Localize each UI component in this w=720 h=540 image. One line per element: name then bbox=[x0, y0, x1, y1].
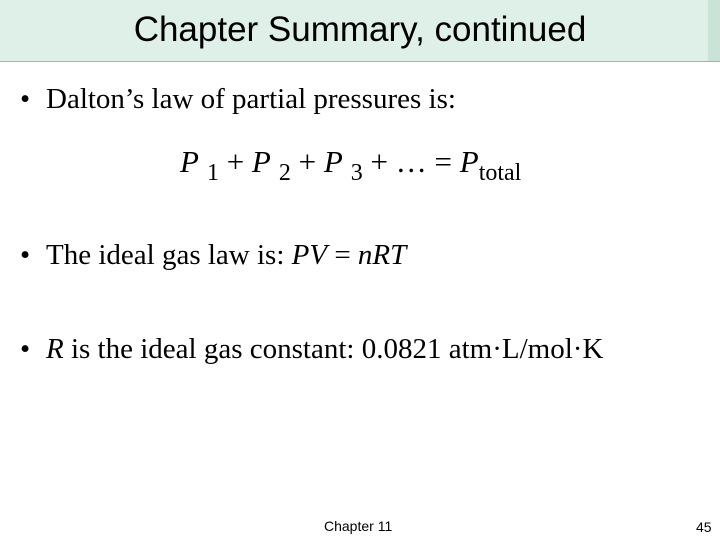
page-number: 45 bbox=[696, 519, 712, 535]
formula-nrt: nRT bbox=[357, 239, 407, 271]
bullet-dalton-text: Dalton’s law of partial pressures is: bbox=[46, 83, 456, 115]
eq-plus3: + bbox=[370, 144, 389, 179]
eq-p3: P bbox=[323, 144, 343, 179]
unit-k: K bbox=[582, 333, 604, 365]
unit-dot-2: · bbox=[572, 333, 583, 365]
bullet-dalton-law bbox=[20, 83, 456, 116]
formula-equals: = bbox=[327, 239, 358, 271]
bullet-dot: • bbox=[20, 239, 31, 271]
eq-equals: = bbox=[434, 144, 452, 179]
bullet-dot: • bbox=[20, 83, 31, 115]
eq-ellipsis: … bbox=[395, 144, 427, 179]
bullet-ideal-gas-prefix: The ideal gas law is: bbox=[46, 239, 292, 271]
eq-sub1: 1 bbox=[206, 160, 219, 186]
unit-l-per-mol: L/mol bbox=[501, 333, 573, 365]
eq-sub2: 2 bbox=[278, 160, 291, 186]
title-bar bbox=[0, 0, 720, 62]
bullet-dot: • bbox=[20, 333, 31, 365]
eq-p2: P bbox=[251, 144, 271, 179]
eq-sub-total: total bbox=[478, 160, 522, 186]
title-bar-edge bbox=[708, 0, 720, 61]
eq-plus1: + bbox=[226, 144, 245, 179]
unit-dot-1: · bbox=[492, 333, 502, 365]
slide-title: Chapter Summary, continued bbox=[133, 10, 587, 49]
eq-ptotal: P bbox=[459, 144, 479, 179]
gas-constant-var: R bbox=[46, 333, 64, 365]
gas-constant-text: is the ideal gas constant: 0.0821 atm bbox=[63, 333, 493, 365]
bullet-gas-constant bbox=[20, 333, 603, 366]
footer-chapter: Chapter 11 bbox=[324, 518, 393, 534]
eq-plus2: + bbox=[298, 144, 317, 179]
eq-sub3: 3 bbox=[350, 160, 363, 186]
formula-pv: PV bbox=[291, 239, 328, 271]
eq-p1: P bbox=[180, 144, 199, 179]
dalton-equation bbox=[180, 144, 522, 186]
bullet-ideal-gas-law bbox=[20, 239, 406, 272]
